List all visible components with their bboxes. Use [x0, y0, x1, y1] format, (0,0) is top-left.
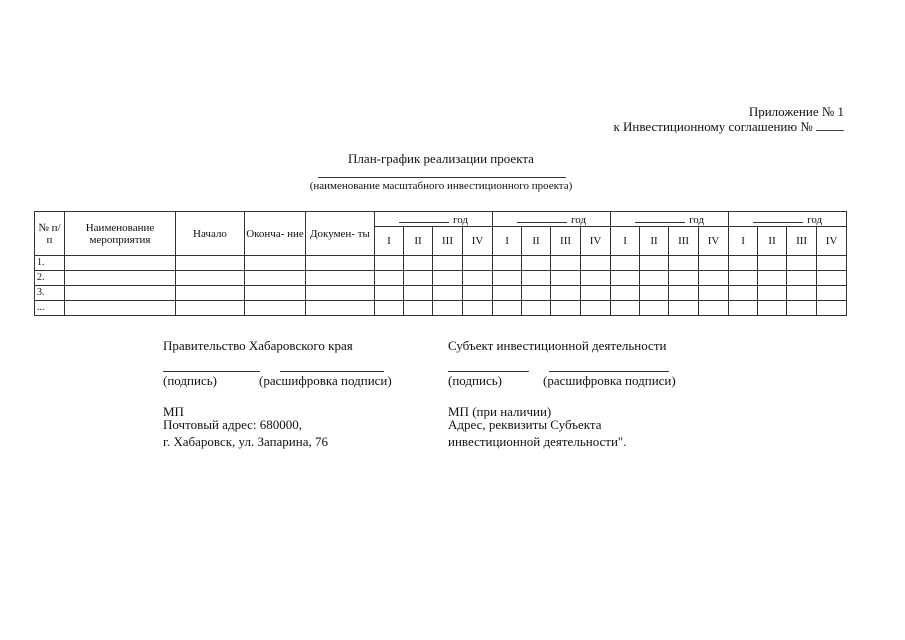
quarter-header: I: [611, 227, 640, 256]
table-cell: [375, 256, 404, 271]
table-row: [35, 256, 847, 271]
table-cell: [787, 301, 817, 316]
table-cell: [758, 301, 787, 316]
row-number-cell: 1.: [35, 256, 65, 271]
right-signature-caption: (подпись): [448, 373, 502, 388]
row-number-cell: 3.: [35, 286, 65, 301]
right-decode-line: [549, 371, 669, 372]
table-cell: [522, 271, 551, 286]
right-org-title: Субъект инвестиционной деятельности: [448, 338, 667, 353]
table-cell: [522, 256, 551, 271]
quarter-header: III: [787, 227, 817, 256]
left-signature-line: [163, 371, 260, 372]
table-cell: [433, 271, 463, 286]
year-header-4: год: [729, 212, 847, 227]
col-end-header: Оконча- ние: [245, 212, 306, 256]
table-cell: [787, 271, 817, 286]
year-header-1: год: [375, 212, 493, 227]
col-docs-header: Докумен- ты: [306, 212, 375, 256]
table-cell: [493, 301, 522, 316]
quarter-header: III: [669, 227, 699, 256]
document-title: План-график реализации проекта: [348, 151, 534, 166]
table-cell: [176, 301, 245, 316]
table-cell: [640, 301, 669, 316]
col-number-header: № п/ п: [35, 212, 65, 256]
quarter-header: I: [375, 227, 404, 256]
appendix-line-1: Приложение № 1: [748, 104, 844, 119]
year-header-3: год: [611, 212, 729, 227]
left-stamp: МП: [163, 404, 184, 419]
table-cell: [176, 286, 245, 301]
right-address-1: Адрес, реквизиты Субъекта: [448, 417, 602, 432]
table-cell: [787, 256, 817, 271]
quarter-header: II: [758, 227, 787, 256]
col-name-header: Наименование мероприятия: [65, 212, 176, 256]
table-row: [35, 286, 847, 301]
table-cell: [404, 301, 433, 316]
table-cell: [669, 271, 699, 286]
plan-schedule-table: [34, 211, 847, 316]
left-address-1: Почтовый адрес: 680000,: [163, 417, 303, 432]
table-cell: [551, 271, 581, 286]
table-cell: [669, 286, 699, 301]
table-row: [35, 271, 847, 286]
table-cell: [817, 301, 847, 316]
year-header-2: год: [493, 212, 611, 227]
table-cell: [65, 271, 176, 286]
table-cell: [581, 301, 611, 316]
project-name-line: [318, 177, 566, 178]
table-cell: [463, 301, 493, 316]
table-cell: [729, 301, 758, 316]
table-cell: [758, 286, 787, 301]
agreement-number-blank: [816, 120, 844, 131]
right-address-2: инвестиционной деятельности".: [448, 434, 627, 449]
table-cell: [522, 301, 551, 316]
appendix-header: [613, 104, 844, 134]
table-cell: [699, 286, 729, 301]
quarter-header: III: [433, 227, 463, 256]
left-address-2: г. Хабаровск, ул. Запарина, 76: [163, 434, 328, 449]
table-cell: [433, 256, 463, 271]
table-cell: [699, 301, 729, 316]
table-cell: [493, 286, 522, 301]
left-decode-caption: (расшифровка подписи): [259, 373, 392, 388]
table-cell: [306, 286, 375, 301]
table-cell: [729, 286, 758, 301]
table-cell: [581, 256, 611, 271]
col-start-header: Начало: [176, 212, 245, 256]
quarter-header: IV: [581, 227, 611, 256]
table-cell: [758, 271, 787, 286]
table-cell: [669, 256, 699, 271]
table-cell: [522, 286, 551, 301]
left-org-title: Правительство Хабаровского края: [163, 338, 353, 353]
quarter-header: IV: [699, 227, 729, 256]
appendix-line-2: [613, 119, 844, 134]
table-cell: [245, 271, 306, 286]
table-cell: [699, 271, 729, 286]
table-cell: [306, 256, 375, 271]
left-decode-line: [280, 371, 384, 372]
table-cell: [611, 286, 640, 301]
table-cell: [176, 256, 245, 271]
table-cell: [375, 301, 404, 316]
table-cell: [640, 286, 669, 301]
table-cell: [463, 286, 493, 301]
table-cell: [640, 271, 669, 286]
quarter-header: I: [729, 227, 758, 256]
quarter-header: II: [522, 227, 551, 256]
quarter-header: I: [493, 227, 522, 256]
quarter-header: IV: [817, 227, 847, 256]
table-cell: [65, 256, 176, 271]
table-cell: [611, 256, 640, 271]
right-stamp: МП (при наличии): [448, 404, 552, 419]
table-cell: [551, 256, 581, 271]
quarter-header: II: [640, 227, 669, 256]
table-cell: [640, 256, 669, 271]
table-cell: [729, 256, 758, 271]
left-signature-caption: (подпись): [163, 373, 217, 388]
right-decode-caption: (расшифровка подписи): [543, 373, 676, 388]
table-cell: [245, 286, 306, 301]
table-cell: [611, 271, 640, 286]
plan-table-body: [35, 256, 847, 316]
quarter-header: II: [404, 227, 433, 256]
row-number-cell: 2.: [35, 271, 65, 286]
table-cell: [493, 256, 522, 271]
table-cell: [433, 301, 463, 316]
row-number-cell: ...: [35, 301, 65, 316]
table-cell: [375, 271, 404, 286]
document-subtitle: (наименование масштабного инвестиционного проекта): [309, 180, 573, 192]
table-cell: [306, 271, 375, 286]
table-cell: [463, 271, 493, 286]
table-cell: [611, 301, 640, 316]
table-cell: [375, 286, 404, 301]
table-cell: [176, 271, 245, 286]
table-cell: [306, 301, 375, 316]
table-cell: [65, 301, 176, 316]
table-cell: [817, 271, 847, 286]
table-cell: [817, 256, 847, 271]
table-cell: [245, 301, 306, 316]
table-cell: [787, 286, 817, 301]
table-cell: [65, 286, 176, 301]
table-cell: [493, 271, 522, 286]
quarter-header: III: [551, 227, 581, 256]
table-cell: [245, 256, 306, 271]
table-cell: [581, 286, 611, 301]
table-cell: [404, 286, 433, 301]
quarter-header: IV: [463, 227, 493, 256]
table-cell: [699, 256, 729, 271]
table-cell: [433, 286, 463, 301]
table-cell: [817, 286, 847, 301]
right-signature-line: [448, 371, 529, 372]
table-cell: [404, 271, 433, 286]
table-cell: [758, 256, 787, 271]
table-cell: [581, 271, 611, 286]
table-cell: [463, 256, 493, 271]
table-cell: [551, 301, 581, 316]
table-cell: [669, 301, 699, 316]
table-row: [35, 301, 847, 316]
appendix-line-2-text: к Инвестиционному соглашению №: [613, 119, 813, 134]
table-cell: [404, 256, 433, 271]
table-cell: [551, 286, 581, 301]
table-cell: [729, 271, 758, 286]
